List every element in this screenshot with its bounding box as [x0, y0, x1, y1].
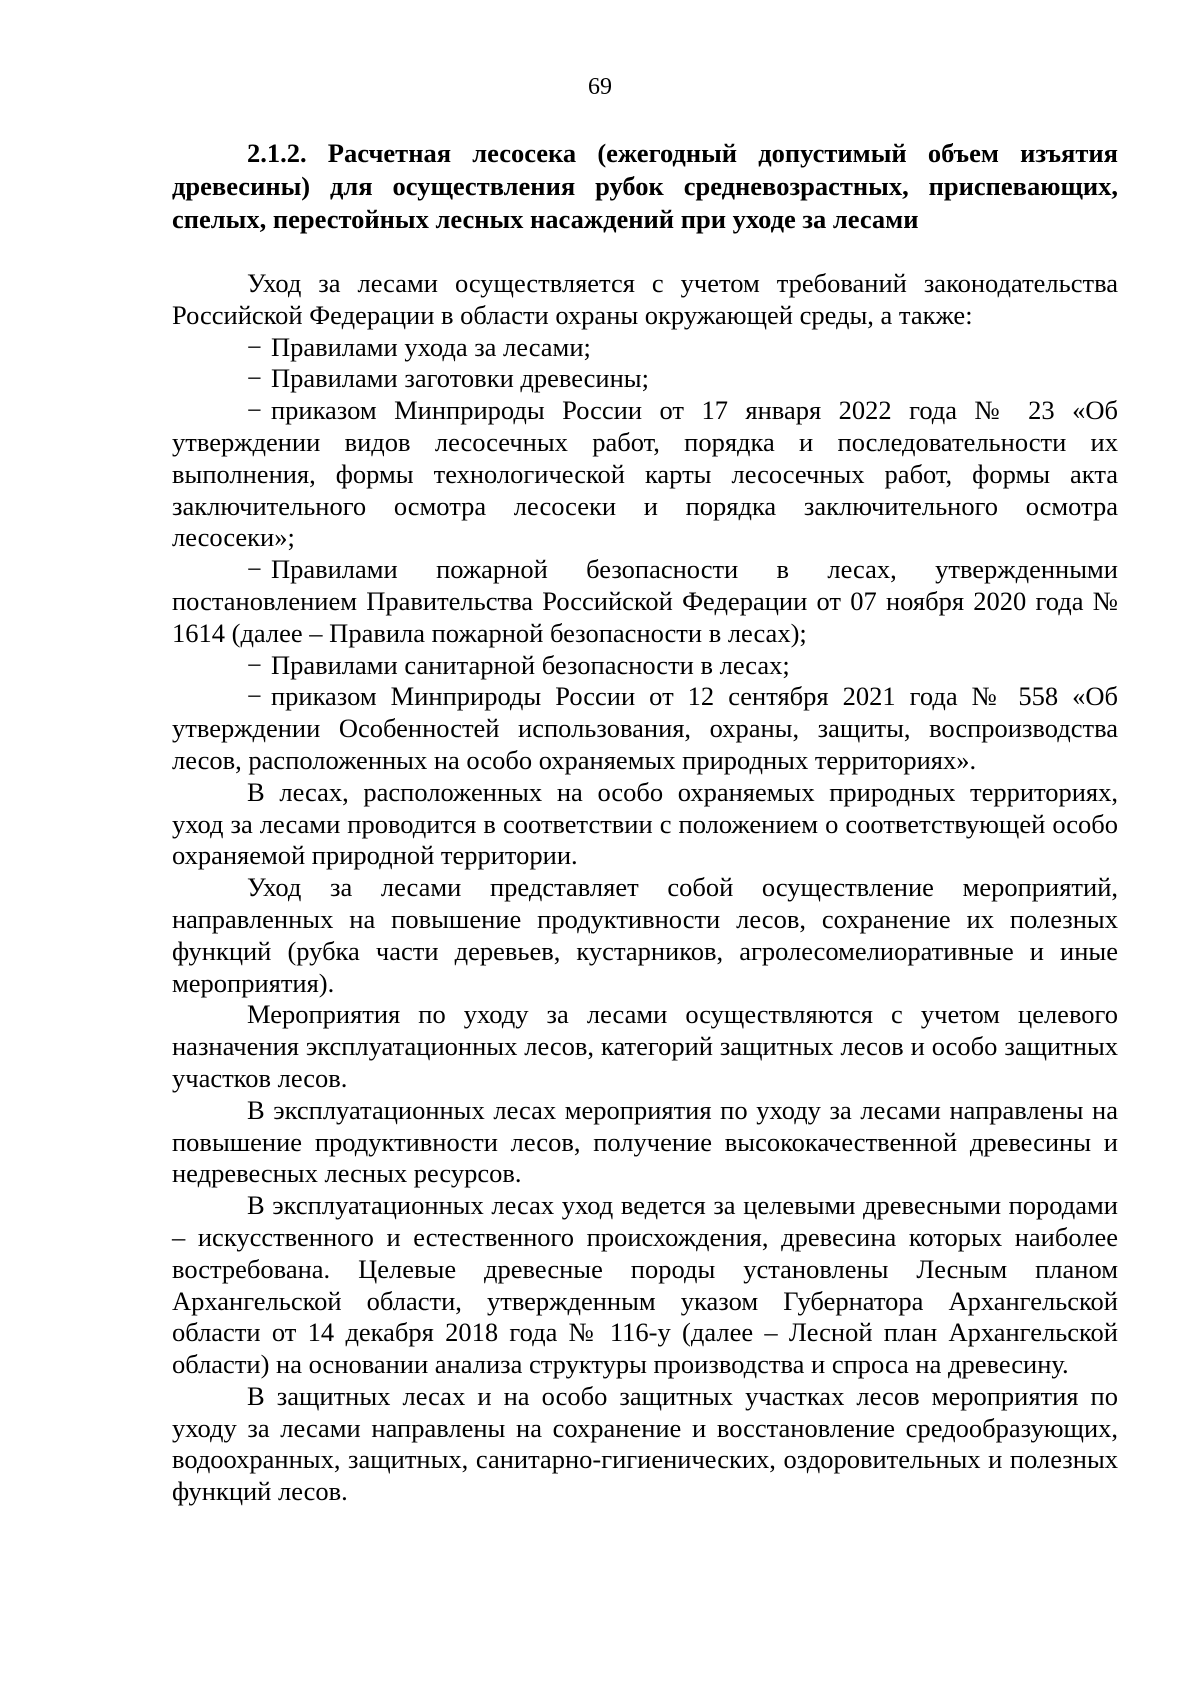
paragraph-protective-forests: В защитных лесах и на особо защитных участках лесов мероприятия по уходу за лесами направлены на сохранение и восстановление средообразующих, водоохранных, защитных, санитарно-гигиенических, оздоровительных и полезных функций лесов.	[172, 1380, 1118, 1507]
paragraph-forest-care-definition: Уход за лесами представляет собой осуществление мероприятий, направленных на повышение продуктивности лесов, сохранение их полезных функций (рубка части деревьев, кустарников, агролесомелиоративные и иные мероприятия).	[172, 872, 1118, 998]
list-item	[172, 650, 1118, 682]
list-item	[172, 332, 1118, 364]
dash-marker: −	[247, 649, 262, 680]
dash-marker: −	[247, 363, 262, 394]
list-item	[172, 554, 1118, 649]
list-item	[172, 395, 1118, 554]
page-number: 69	[588, 74, 612, 100]
list-item-text: приказом Минприроды России от 12 сентября 2021 года № 558 «Об утверждении Особенностей использования, охраны, защиты, воспроизводства лесов, расположенных на особо охраняемых природных территориях».	[172, 681, 1118, 775]
list-item	[172, 681, 1118, 776]
list-item-text: Правилами ухода за лесами;	[270, 331, 591, 362]
dash-marker: −	[247, 395, 262, 426]
paragraph-care-measures: Мероприятия по уходу за лесами осуществляются с учетом целевого назначения эксплуатационных лесов, категорий защитных лесов и особо защитных участков лесов.	[172, 999, 1118, 1093]
regulations-list	[172, 332, 1118, 777]
list-item-text: Правилами заготовки древесины;	[270, 363, 649, 394]
list-item-text: Правилами санитарной безопасности в лесах;	[270, 649, 790, 680]
body-text	[172, 268, 1118, 1508]
section-heading: 2.1.2. Расчетная лесосека (ежегодный допустимый объем изъятия древесины) для осуществления рубок средневозрастных, приспевающих, спелых, перестойных лесных насаждений при уходе за лесами	[172, 138, 1118, 234]
list-item	[172, 363, 1118, 395]
dash-marker: −	[247, 331, 262, 362]
dash-marker: −	[247, 681, 262, 712]
paragraph-target-species: В эксплуатационных лесах уход ведется за целевыми древесными породами – искусственного и естественного происхождения, древесина которых наиболее востребована. Целевые древесные породы установлены Лесным планом Архангельской области, утвержденным указом Губернатора Архангельской области от 14 декабря 2018 года № 116-у (далее – Лесной план Архангельской области) на основании анализа структуры производства и спроса на древесину.	[172, 1190, 1118, 1380]
list-item-text: приказом Минприроды России от 17 января 2022 года № 23 «Об утверждении видов лесосечных работ, порядка и последовательности их выполнения, формы технологической карты лесосечных работ, формы акта заключительного осмотра лесосеки и порядка заключительного осмотра лесосеки»;	[172, 395, 1118, 553]
paragraph-exploitation-forests: В эксплуатационных лесах мероприятия по уходу за лесами направлены на повышение продуктивности лесов, получение высококачественной древесины и недревесных лесных ресурсов.	[172, 1094, 1118, 1189]
paragraph-protected-areas: В лесах, расположенных на особо охраняемых природных территориях, уход за лесами проводится в соответствии с положением о соответствующей особо охраняемой природной территории.	[172, 776, 1118, 871]
dash-marker: −	[247, 554, 262, 585]
list-item-text: Правилами пожарной безопасности в лесах, утвержденными постановлением Правительства Российской Федерации от 07 ноября 2020 года № 1614 (далее – Правила пожарной безопасности в лесах);	[172, 554, 1118, 648]
intro-paragraph: Уход за лесами осуществляется с учетом требований законодательства Российской Федерации в области охраны окружающей среды, а также:	[172, 268, 1118, 330]
